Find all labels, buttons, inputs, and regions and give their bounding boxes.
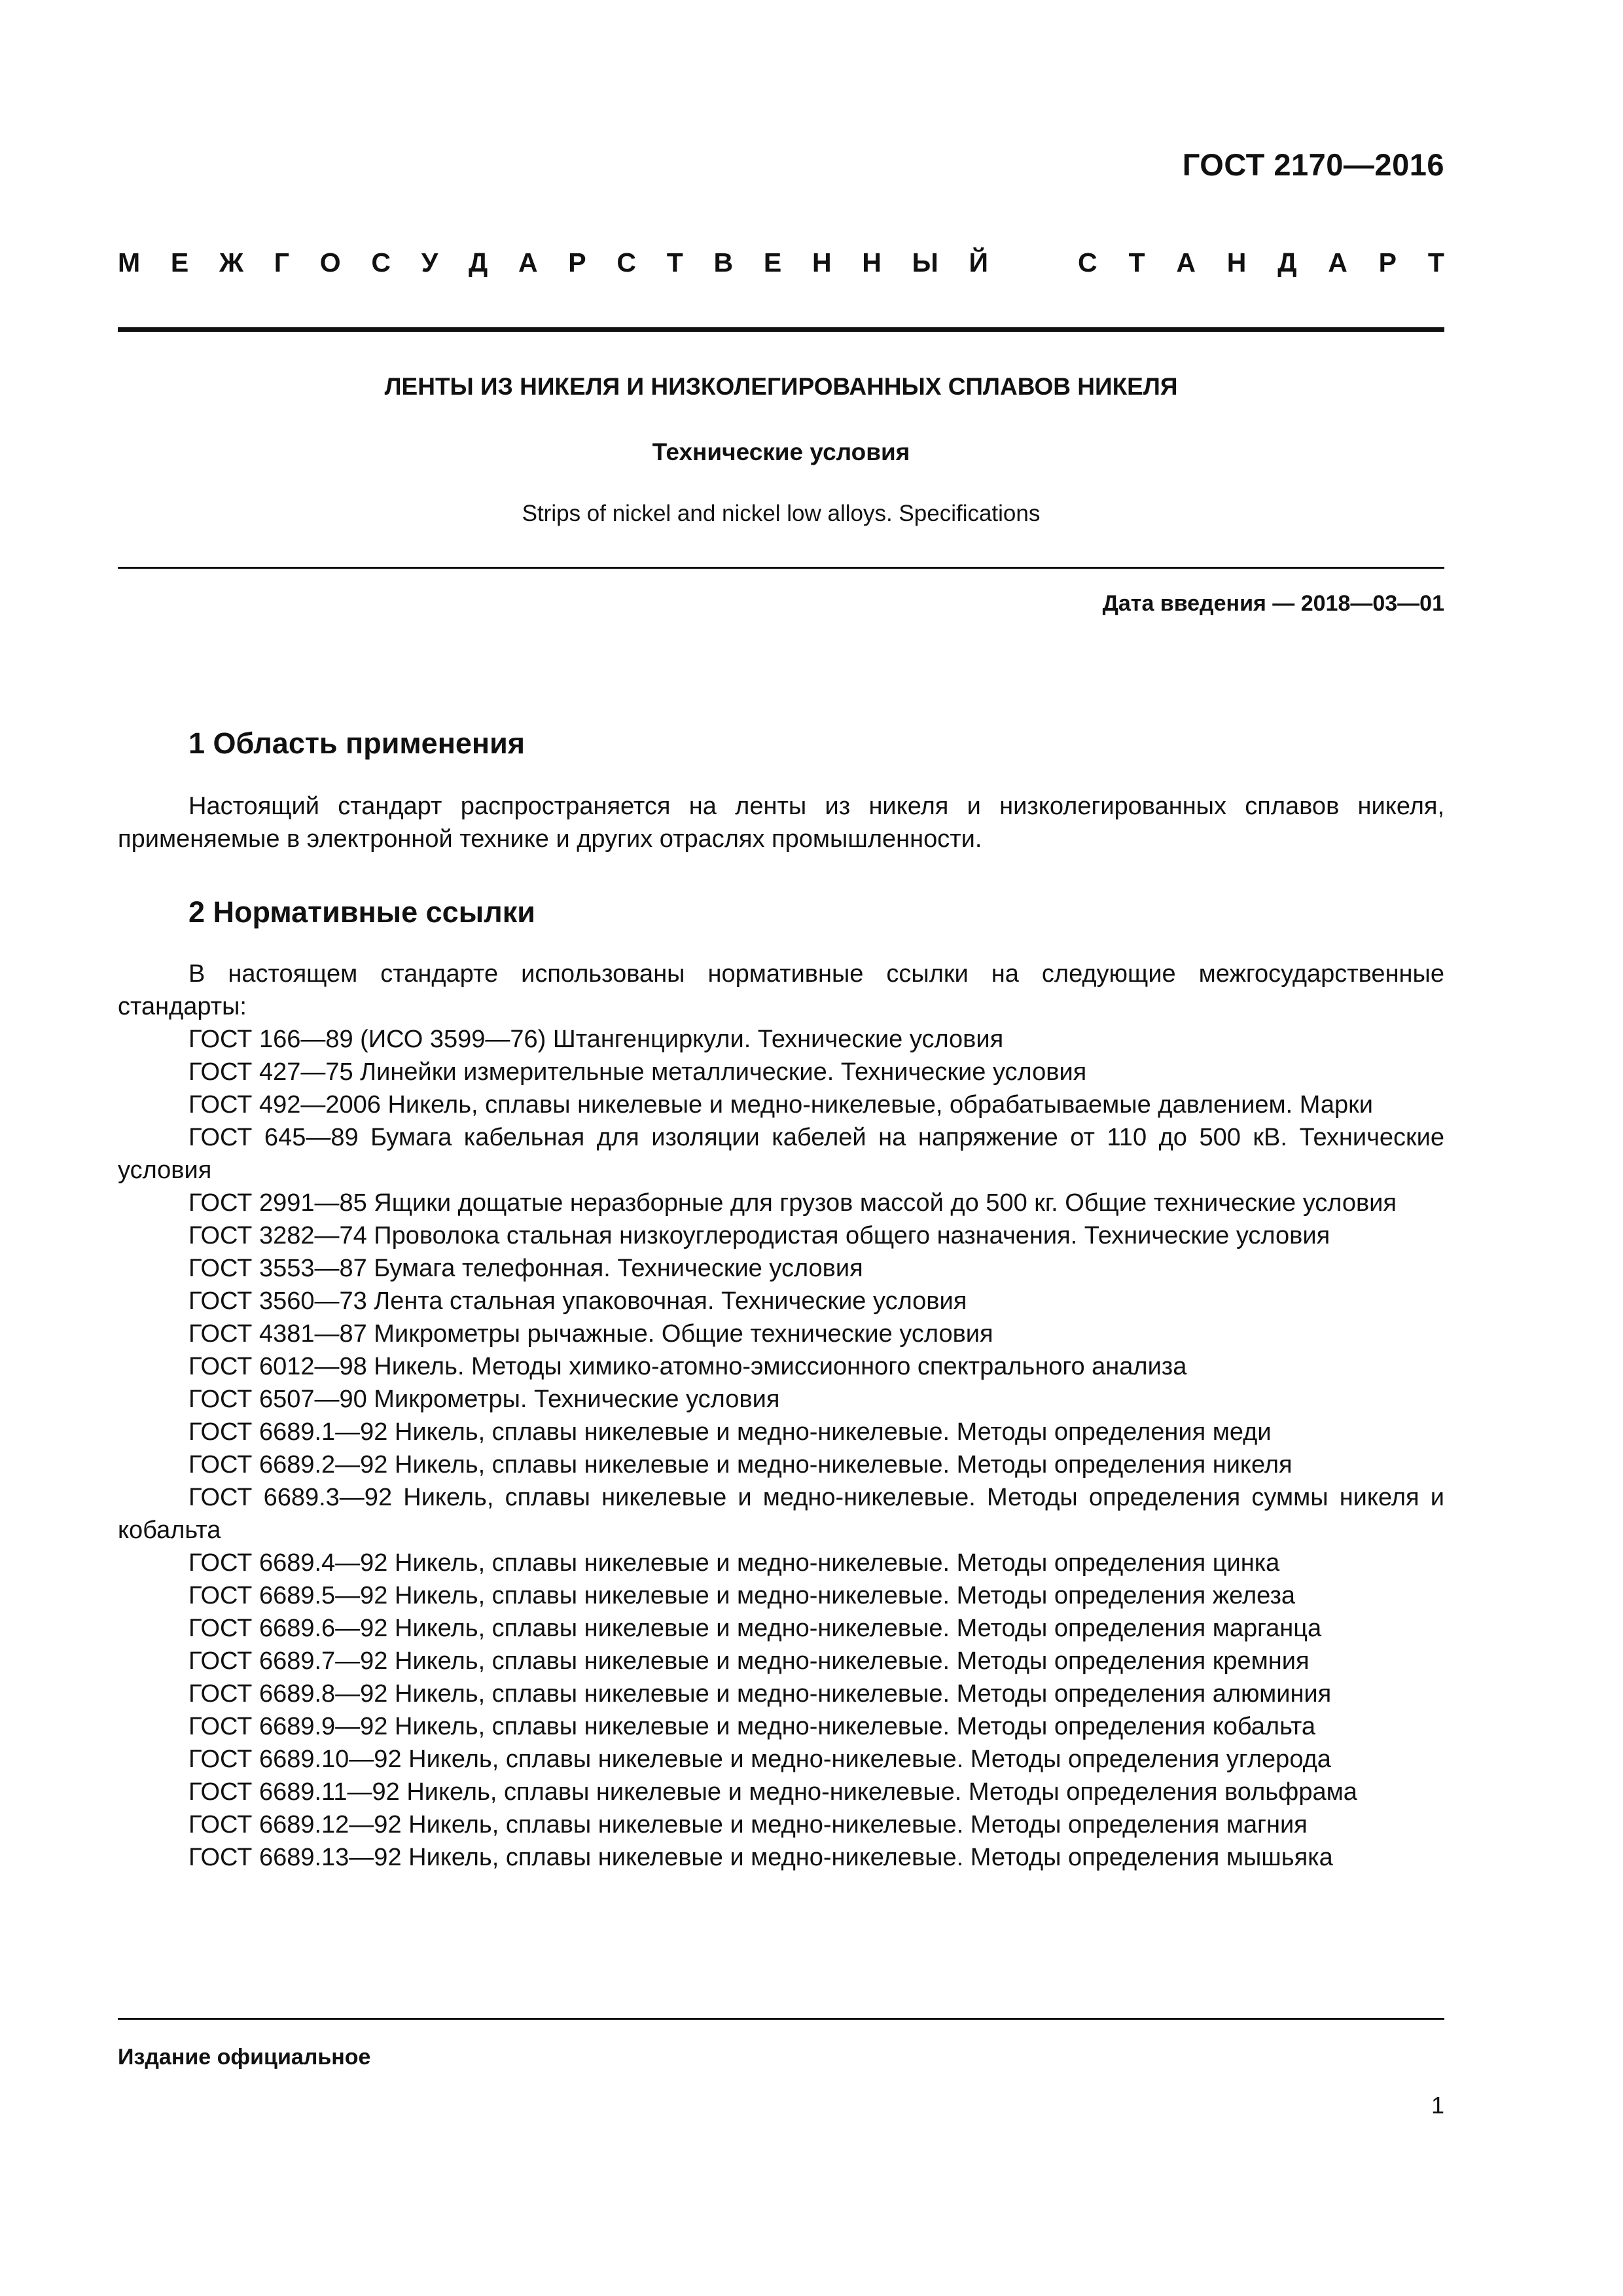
reference-item: ГОСТ 6689.5—92 Никель, сплавы никелевые и медно-никелевые. Методы определения железа <box>188 1582 1296 1609</box>
reference-item: ГОСТ 6689.3—92 Никель, сплавы никелевые и медно-никелевые. Методы определения суммы никеля и кобальта <box>118 1484 1444 1544</box>
normative-references-list <box>118 1023 1444 1874</box>
page-number: 1 <box>1431 2092 1444 2119</box>
interstate-standard-banner <box>118 247 1444 278</box>
reference-item: ГОСТ 6012—98 Никель. Методы химико-атомно-эмиссионного спектрального анализа <box>188 1353 1187 1380</box>
section-1-text: Настоящий стандарт распространяется на ленты из никеля и низколегированных сплавов никеля, применяемые в электронной технике и других отраслях промышленности. <box>118 793 1444 853</box>
interstate-word-1: М Е Ж Г О С У Д А Р С Т В Е Н Н Ы Й <box>118 247 988 278</box>
introduction-date: Дата введения — 2018—03—01 <box>1102 591 1444 616</box>
interstate-word-2: С Т А Н Д А Р Т <box>1078 247 1444 278</box>
reference-item: ГОСТ 4381—87 Микрометры рычажные. Общие технические условия <box>188 1320 993 1348</box>
reference-item: ГОСТ 6689.8—92 Никель, сплавы никелевые и медно-никелевые. Методы определения алюминия <box>188 1680 1332 1708</box>
reference-item: ГОСТ 166—89 (ИСО 3599—76) Штангенциркули. Технические условия <box>188 1026 1004 1053</box>
header-rule <box>118 327 1444 332</box>
document-title: ЛЕНТЫ ИЗ НИКЕЛЯ И НИЗКОЛЕГИРОВАННЫХ СПЛАВОВ НИКЕЛЯ <box>384 373 1178 400</box>
reference-item: ГОСТ 6689.13—92 Никель, сплавы никелевые и медно-никелевые. Методы определения мышьяка <box>188 1844 1333 1871</box>
reference-item: ГОСТ 6689.7—92 Никель, сплавы никелевые и медно-никелевые. Методы определения кремния <box>188 1647 1310 1675</box>
document-page <box>118 0 1444 2296</box>
reference-item: ГОСТ 6689.10—92 Никель, сплавы никелевые и медно-никелевые. Методы определения углерода <box>188 1746 1331 1773</box>
reference-item: ГОСТ 3560—73 Лента стальная упаковочная. Технические условия <box>188 1287 967 1315</box>
reference-item: ГОСТ 6689.9—92 Никель, сплавы никелевые и медно-никелевые. Методы определения кобальта <box>188 1713 1316 1740</box>
standard-number: ГОСТ 2170—2016 <box>1182 147 1444 182</box>
reference-item: ГОСТ 6507—90 Микрометры. Технические условия <box>188 1386 780 1413</box>
reference-item: ГОСТ 6689.12—92 Никель, сплавы никелевые и медно-никелевые. Методы определения магния <box>188 1811 1308 1839</box>
reference-item: ГОСТ 6689.11—92 Никель, сплавы никелевые и медно-никелевые. Методы определения вольфрама <box>188 1778 1357 1806</box>
reference-item: ГОСТ 3282—74 Проволока стальная низкоуглеродистая общего назначения. Технические условия <box>188 1222 1330 1249</box>
reference-item: ГОСТ 6689.4—92 Никель, сплавы никелевые и медно-никелевые. Методы определения цинка <box>188 1549 1280 1577</box>
reference-item: ГОСТ 645—89 Бумага кабельная для изоляции кабелей на напряжение от 110 до 500 кВ. Технические условия <box>118 1124 1444 1184</box>
section-1-heading: 1 Область применения <box>188 726 526 760</box>
title-rule <box>118 567 1444 569</box>
document-english-title: Strips of nickel and nickel low alloys. Specifications <box>522 501 1041 526</box>
reference-item: ГОСТ 492—2006 Никель, сплавы никелевые и медно-никелевые, обрабатываемые давлением. Марки <box>188 1091 1373 1119</box>
reference-item: ГОСТ 6689.1—92 Никель, сплавы никелевые и медно-никелевые. Методы определения меди <box>188 1418 1272 1446</box>
reference-item: ГОСТ 427—75 Линейки измерительные металлические. Технические условия <box>188 1058 1087 1086</box>
footer-rule <box>118 2018 1444 2020</box>
reference-item: ГОСТ 3553—87 Бумага телефонная. Технические условия <box>188 1255 863 1282</box>
reference-item: ГОСТ 6689.6—92 Никель, сплавы никелевые и медно-никелевые. Методы определения марганца <box>188 1615 1322 1642</box>
edition-label: Издание официальное <box>118 2045 371 2070</box>
section-1-paragraph <box>118 790 1444 855</box>
section-2-heading: 2 Нормативные ссылки <box>188 895 535 929</box>
section-2-intro-paragraph <box>118 958 1444 1023</box>
reference-item: ГОСТ 6689.2—92 Никель, сплавы никелевые и медно-никелевые. Методы определения никеля <box>188 1451 1293 1479</box>
document-subtitle: Технические условия <box>652 439 910 465</box>
section-2-intro-text: В настоящем стандарте использованы нормативные ссылки на следующие межгосударственные стандарты: <box>118 960 1444 1020</box>
reference-item: ГОСТ 2991—85 Ящики дощатые неразборные для грузов массой до 500 кг. Общие технические условия <box>188 1189 1397 1217</box>
